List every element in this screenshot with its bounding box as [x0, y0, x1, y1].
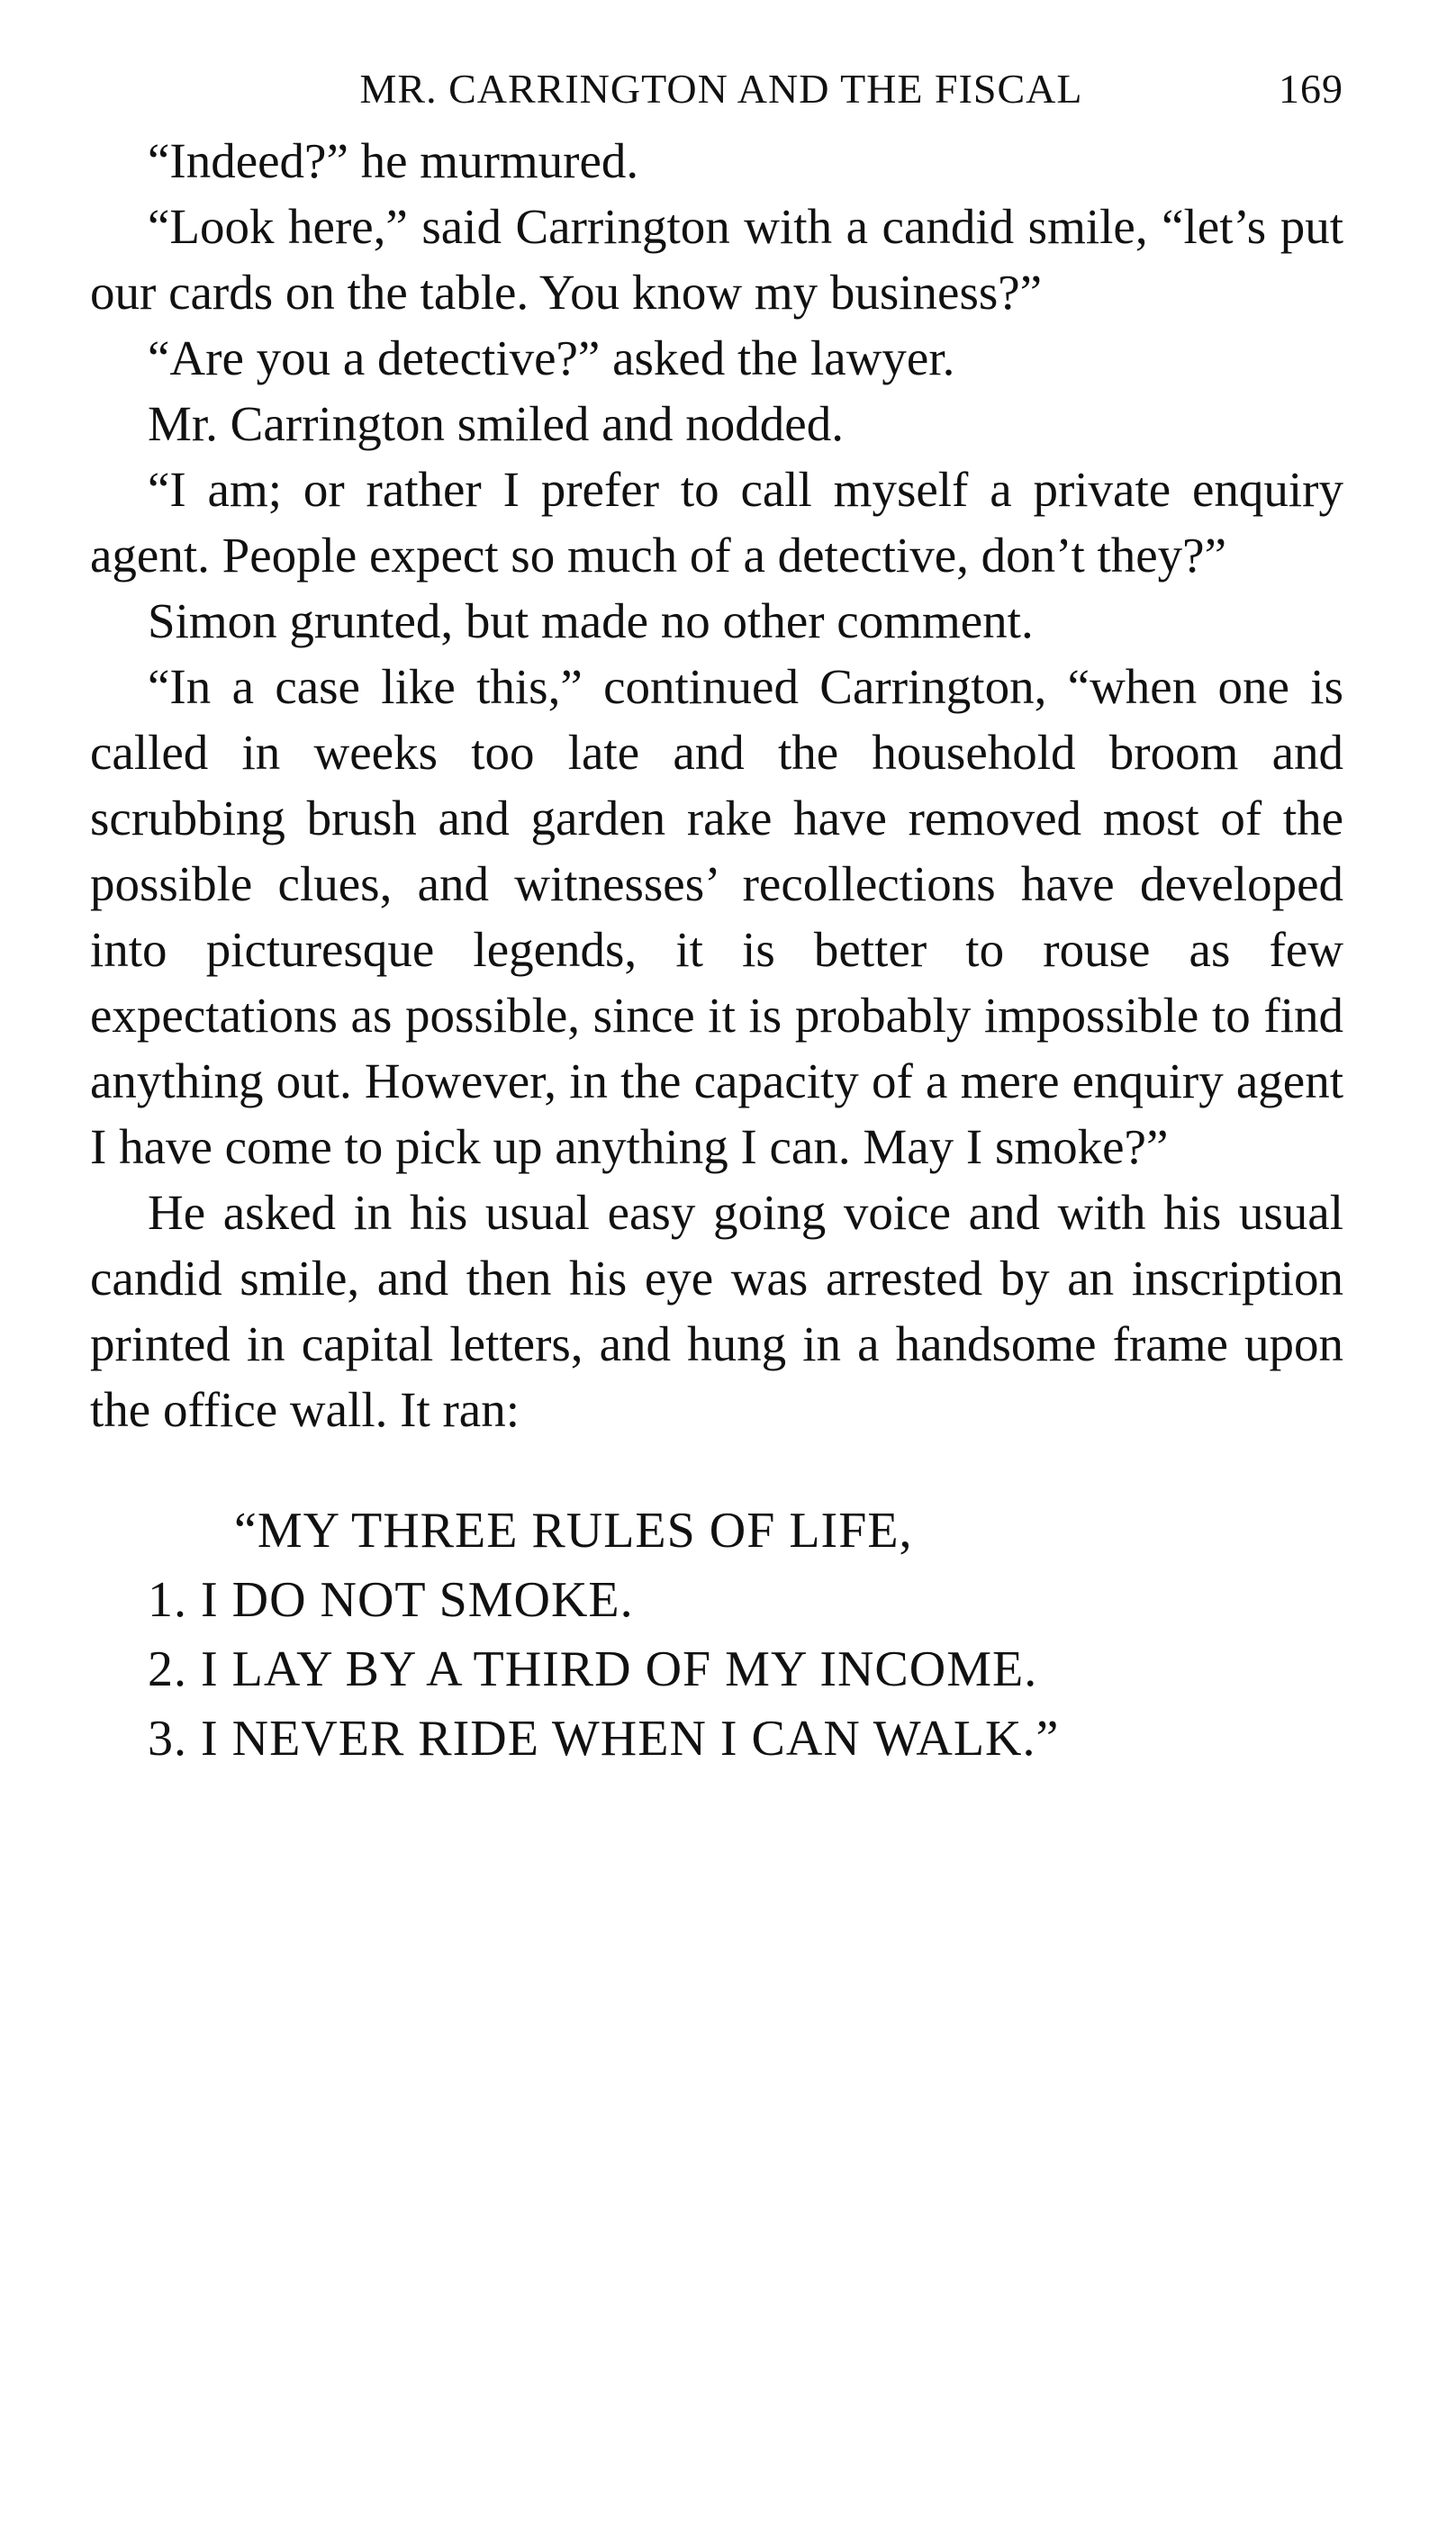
- page-header: [90, 65, 1343, 128]
- inscription-title: “MY THREE RULES OF LIFE,: [234, 1503, 913, 1559]
- running-title: MR. CARRINGTON AND THE FISCAL: [359, 66, 1083, 112]
- paragraph: “Indeed?” he murmured.: [148, 133, 639, 188]
- paragraph: “I am; or rather I prefer to call myself a private enquiry agent. People expect so much of a detective, don’t they?”: [90, 462, 1343, 583]
- rule-item: 1. I DO NOT SMOKE.: [148, 1572, 634, 1628]
- paragraph: “Look here,” said Carrington with a candid smile, “let’s put our cards on the table. You know my business?”: [90, 199, 1343, 320]
- framed-inscription: [90, 1496, 1343, 1774]
- paragraph: Simon grunted, but made no other comment.: [148, 593, 1034, 648]
- paragraph: “Are you a detective?” asked the lawyer.: [148, 330, 955, 385]
- rule-item: 2. I LAY BY A THIRD OF MY INCOME.: [148, 1641, 1038, 1697]
- paragraph: Mr. Carrington smiled and nodded.: [148, 396, 844, 451]
- body-text: [90, 128, 1343, 1442]
- paragraph: “In a case like this,” continued Carrington, “when one is called in weeks too late and the household broom and scrubbing brush and garden rake have removed most of the possible clues, and witnesses’ recollections have developed into picturesque legends, it is better to rouse as few expectations as possible, since it is probably impossible to find anything out. However, in the capacity of a mere enquiry agent I have come to pick up anything I can. May I smoke?”: [90, 659, 1343, 1174]
- page-number: 169: [1279, 66, 1343, 112]
- rule-item: 3. I NEVER RIDE WHEN I CAN WALK.”: [148, 1711, 1060, 1767]
- book-page: [90, 65, 1343, 1774]
- paragraph: He asked in his usual easy going voice and with his usual candid smile, and then his eye was arrested by an inscription printed in capital letters, and hung in a handsome frame upon the office wall. It ran:: [90, 1185, 1343, 1437]
